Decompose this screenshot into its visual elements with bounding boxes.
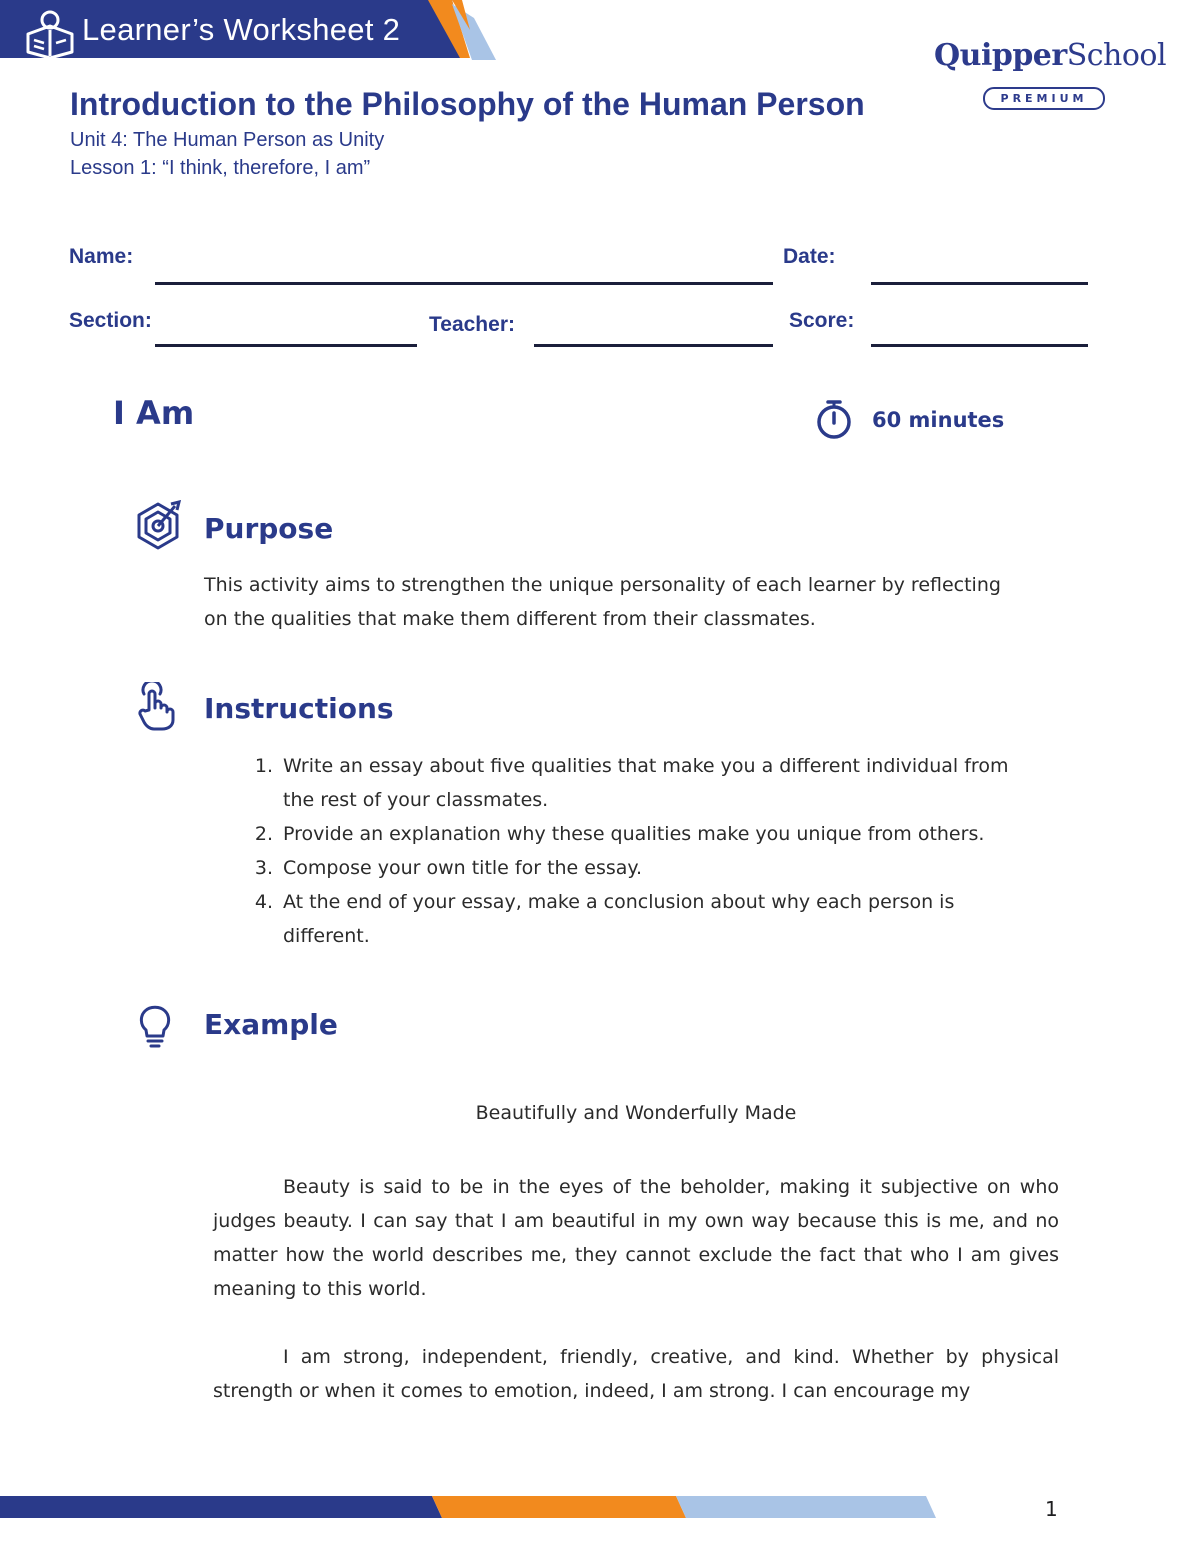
purpose-heading: Purpose <box>204 512 334 545</box>
footer-stripe <box>0 1490 940 1520</box>
example-heading: Example <box>204 1008 338 1041</box>
lesson-line: Lesson 1: “I think, therefore, I am” <box>70 157 371 179</box>
instructions-list <box>254 749 1083 953</box>
essay-title: Beautifully and Wonderfully Made <box>475 1102 797 1124</box>
purpose-text-line: on the qualities that make them different from their classmates. <box>204 608 816 630</box>
list-item-number: 4. <box>254 891 273 913</box>
worksheet-title: Learner’s Worksheet 2 <box>82 12 401 47</box>
teacher-label: Teacher: <box>429 313 515 336</box>
teacher-field[interactable] <box>534 344 773 347</box>
list-item <box>254 817 1083 851</box>
lightbulb-icon <box>130 1000 180 1050</box>
score-label: Score: <box>789 309 855 332</box>
list-item-number: 3. <box>254 857 273 879</box>
premium-badge: PREMIUM <box>983 87 1105 110</box>
list-item-number: 2. <box>254 823 273 845</box>
list-item <box>254 749 1083 817</box>
page-number: 1 <box>1045 1497 1058 1521</box>
target-icon <box>133 500 183 550</box>
score-field[interactable] <box>871 344 1088 347</box>
section-field[interactable] <box>155 344 417 347</box>
list-item-text: Provide an explanation why these qualities make you unique from others. <box>283 823 985 845</box>
list-item-text: the rest of your classmates. <box>283 789 549 811</box>
logo-bold-text: Quipper <box>934 38 1067 73</box>
tap-hand-icon <box>130 682 180 732</box>
essay-paragraph: I am strong, independent, friendly, creative, and kind. Whether by physical strength or when it comes to emotion, indeed, I am strong. I can encourage my <box>213 1346 1059 1402</box>
date-label: Date: <box>783 245 836 268</box>
list-item-number: 1. <box>254 755 273 777</box>
list-item-text: Write an essay about five qualities that make you a different individual from <box>283 755 1009 777</box>
course-title: Introduction to the Philosophy of the Human Person <box>70 86 865 122</box>
name-field[interactable] <box>155 282 773 285</box>
date-field[interactable] <box>871 282 1088 285</box>
essay-paragraph: Beauty is said to be in the eyes of the beholder, making it subjective on who judges beauty. I can say that I am beautiful in my own way because this is me, and no matter how the world describes me, they cannot exclude the fact that who I am gives meaning to this world. <box>213 1176 1059 1300</box>
essay-body <box>213 1170 1059 1408</box>
instructions-heading: Instructions <box>204 692 394 725</box>
stopwatch-icon <box>814 398 854 440</box>
purpose-text <box>204 568 1064 636</box>
list-item-text: different. <box>283 925 370 947</box>
purpose-text-line: This activity aims to strengthen the unique personality of each learner by reflecting <box>204 574 1001 596</box>
list-item <box>254 885 1083 953</box>
list-item-text: Compose your own title for the essay. <box>283 857 642 879</box>
section-label: Section: <box>69 309 152 332</box>
list-item-text: At the end of your essay, make a conclusion about why each person is <box>283 891 955 913</box>
activity-duration: 60 minutes <box>872 408 1005 432</box>
name-label: Name: <box>69 245 134 268</box>
activity-title: I Am <box>113 394 195 432</box>
logo-regular-text: School <box>1066 38 1167 73</box>
list-item <box>254 851 1083 885</box>
learner-reading-icon <box>24 8 76 58</box>
unit-line: Unit 4: The Human Person as Unity <box>70 129 385 151</box>
quipper-school-logo <box>934 38 1166 73</box>
